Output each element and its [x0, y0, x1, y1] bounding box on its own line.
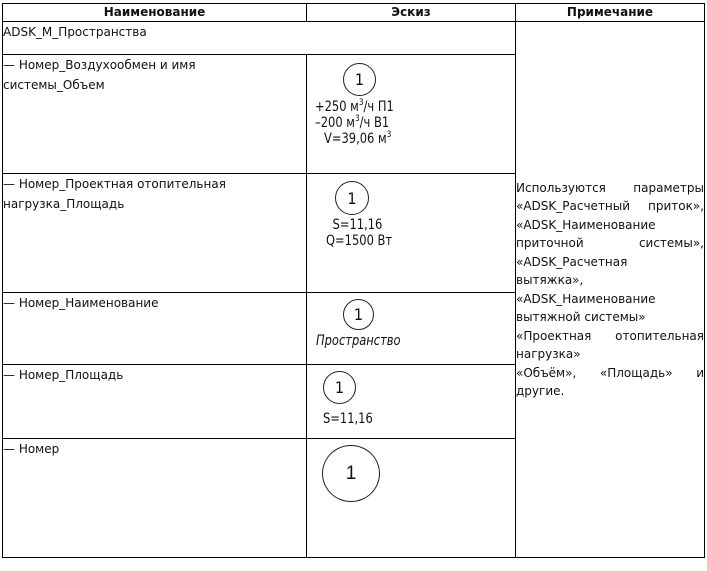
row-name [3, 293, 307, 365]
sketch-line: Q=1500 Вт [326, 233, 393, 249]
row-name [3, 365, 307, 439]
note-cell [516, 22, 705, 558]
row-name [3, 439, 307, 558]
sketch-cell [307, 55, 516, 174]
space-number: 1 [347, 188, 357, 208]
header-note: Примечание [516, 4, 705, 22]
family-name: ADSK_М_Пространства [3, 22, 516, 55]
sketch-line: S=11,16 [332, 217, 383, 233]
header-sketch: Эскиз [307, 4, 516, 22]
sketch-cell [307, 293, 516, 365]
space-number-circle-icon [322, 445, 380, 502]
row-name-line: — Номер [3, 442, 60, 456]
space-number: 1 [354, 70, 365, 89]
sketch-line: S=11,16 [323, 411, 373, 427]
row-name-line: — Номер_Наименование [3, 296, 159, 310]
note-line: «Объём», «Площадь» и [516, 365, 704, 380]
row-name-line: — Номер_Воздухообмен и имя [3, 58, 196, 72]
space-number-circle-icon [335, 181, 369, 215]
family-row [3, 22, 705, 55]
row-name-line: системы_Объем [3, 78, 105, 92]
sketch-line: Пространство [316, 333, 401, 349]
sketch-cell [307, 174, 516, 293]
sketch-line: –200 $м^3/ч$ В1 [315, 114, 390, 131]
note-line: «ADSK_Наименование [516, 217, 656, 232]
note-line: вытяжка», [516, 273, 584, 287]
sketch-cell [307, 365, 516, 439]
note-line: нагрузка» [516, 347, 581, 361]
note-line: «ADSK_Расчетный приток», [516, 199, 704, 213]
note-line: приточной системы», [516, 236, 704, 250]
note-line: «ADSK_Расчетная [516, 254, 628, 269]
note-line: другие. [516, 384, 565, 398]
space-number-circle-icon [343, 63, 376, 96]
row-name-line: — Номер_Площадь [3, 368, 124, 382]
row-name-line: нагрузка_Площадь [3, 197, 125, 211]
space-number-circle-icon [343, 299, 374, 330]
space-number: 1 [334, 378, 345, 397]
sketch-line: +250 $м^3/ч$ П1 [315, 98, 394, 115]
row-name [3, 55, 307, 174]
note-line: Используются параметры [516, 180, 704, 195]
space-number-circle-icon [323, 371, 356, 404]
space-number: 1 [353, 305, 364, 324]
row-name [3, 174, 307, 293]
header-row [3, 4, 705, 22]
note-line: «ADSK_Наименование [516, 291, 656, 306]
sketch-cell [307, 439, 516, 558]
note-text [516, 179, 704, 401]
sketch-line: V=39,06 $м^3$ [324, 130, 392, 147]
space-number: 1 [345, 462, 357, 484]
row-name-line: — Номер_Проектная отопительная [3, 177, 226, 191]
header-name: Наименование [3, 4, 307, 22]
parameters-table [2, 3, 705, 558]
note-line: вытяжной системы» [516, 310, 646, 324]
note-line: «Проектная отопительная [516, 328, 704, 343]
